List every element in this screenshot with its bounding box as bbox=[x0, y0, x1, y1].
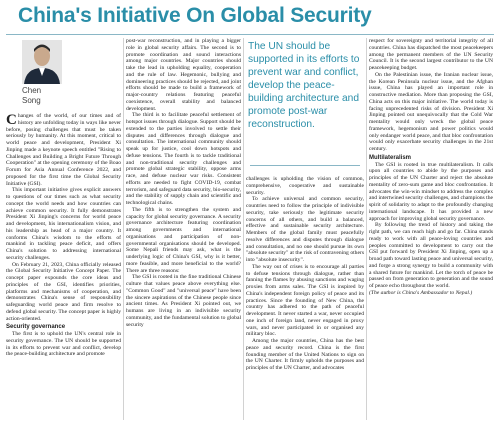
body-paragraph: The fifth is to strengthen the system and capacity for global security governance. A security governance architecture featuring coordination among governments and international organisations and participation of non-governmental organisations should be developed. Some Nepali friends may ask, what is the underlying logic of China's GSI, why is it better, more feasible, and more beneficial to the world? There are three reasons: bbox=[126, 206, 241, 274]
body-paragraph: To achieve universal and common security, countries need to follow the principle of indivisible security, take seriously the legitimate security concerns of all others, and build a balanced, effective and sustainable security architecture. Members of the global family must peacefully resolve differences and disputes through dialogue and consultation, and no one should pursue its own "absolute security" at the risk of contravening others into "absolute insecurity". bbox=[246, 196, 364, 263]
body-paragraph: The first is to uphold the UN's central role in security governance. The UN should be supported in its efforts to prevent war and conflict, develop the peace-building architecture and promote bbox=[6, 331, 121, 358]
column-divider bbox=[366, 38, 367, 420]
article-column-1 bbox=[6, 113, 121, 421]
body-paragraph: The GSI is rooted in the fine traditional Chinese culture that values peace above everything else. "Common Good" and "universal peace" have been the sincere aspirations of the Chinese people since ancient times. As President Xi pointed out, we humans are living in an indivisible security community, and the fundamental solution to global security bbox=[126, 274, 241, 328]
author-last-name: Song bbox=[22, 96, 41, 105]
body-paragraph: The GSI is rooted in true multilateralism. It calls upon all countries to abide by the purposes and principles of the UN Charter and reject the absolute mentality of zero-sum game and bloc confrontation. It advocates the win-win mindset to address the complex and intertwined security challenges, and champions the spirit of solidarity to adapt to the profoundly changing international landscape. It has provided a new approach for improving global security governance. bbox=[369, 161, 493, 222]
pull-quote: The UN should be supported in its efforts to prevent war and conflict, develop the peace-building architecture and promote post-war reconstruction. bbox=[248, 41, 360, 130]
article-column-4 bbox=[369, 38, 493, 422]
body-paragraph: Among the major countries, China has the best peace and security record. China is the first founding member of the United Nations to sign on the UN Charter. It firmly upholds the purposes and principles of the UN Charter, and advocates bbox=[246, 338, 364, 371]
headline: China's Initiative On Global Security bbox=[18, 4, 372, 27]
column-divider bbox=[243, 38, 244, 420]
pull-quote-rule bbox=[250, 165, 360, 166]
body-paragraph: This important initiative gives explicit answers to questions of our times such as what security concept the world needs and how countries can achieve common security. It fully demonstrates President Xi Jinping's concerns for world peace and development, his internationalism vision, and his leadership as head of a major country. It conforms China's wisdom to the efforts of mankind in tackling peace deficit, and offers China's solution to addressing international security challenges. bbox=[6, 187, 121, 261]
body-paragraph: The way out of crises is to encourage all parties to defuse tensions through dialogue, rather than fanning the flames by abusing sanctions and waging proxies from arms sales. The GSI is inspired by China's independent foreign policy of peace and its practices. Since the founding of New China, the country has adhered to the path of peaceful development. It never started a war, never occupied one inch of foreign land, never engaged in proxy wars, and never participated in or organised any military bloc. bbox=[246, 263, 364, 338]
body-paragraph: Changes of the world, of our times and of history are unfolding today in ways like never before, posing challenges that must be taken seriously by humanity. At this moment, critical to world peace and development, President Xi Jinping made a keynote speech entitled "Rising to Challenges and Building a Bright Future Through Cooperation" at the opening ceremony of the Boao Forum for Asia Annual Conference 2022, and proposed for the first time the Global Security Initiative (GSI). bbox=[6, 113, 121, 187]
subheading-multilateralism: Multilateralism bbox=[369, 154, 412, 161]
article-column-3 bbox=[246, 176, 364, 422]
article-column-2 bbox=[126, 38, 241, 422]
author-signature: (The author is China's Ambassador to Nepal.) bbox=[369, 289, 473, 296]
pull-quote-box bbox=[248, 40, 364, 166]
body-paragraph: challenges is upholding the vision of common, comprehensive, cooperative and sustainable security. bbox=[246, 176, 364, 196]
body-paragraph: The third is to facilitate peaceful settlement of hotspot issues through dialogue. Support should be extended to the parties involved to settle their disputes and differences through dialogue and consultation. The international community should speak up for justice, cool down hotspots and defuse tensions. The fourth is to tackle traditional and non-traditional security challenges and promote global strategic stability, oppose arms race, and defuse nuclear war risks. Consistent efforts are needed to fight COVID-19, combat terrorism, and safeguard data security, bio-security, and the stability of supply chain and scientific and technological chains. bbox=[126, 112, 241, 206]
header-divider bbox=[6, 34, 494, 35]
body-paragraph: By following the trend of history and taking the right path, we can reach high and go far. China stands ready to work with all peace-loving countries and peoples committed to development to carry out the GSI put forward by President Xi Jinping, open up a broad path toward lasting peace and universal security, and forge a strong synergy to build a community with a shared future for mankind. Let the torch of peace be passed on from generation to generation and the sound of peace echo throughout the world. bbox=[369, 222, 493, 289]
body-paragraph: On February 21, 2023, China officially released the Global Security Initiative Concept Paper. The concept paper expounds the core ideas and principles of the GSI, identifies priorities, platforms and mechanisms of cooperation, and demonstrates China's sense of responsibility safeguarding world peace and firm resolve to defend global security. The concept paper is highly action-oriented. bbox=[6, 261, 121, 322]
author-byline bbox=[22, 86, 41, 106]
subheading-security-governance: Security governance bbox=[6, 324, 66, 331]
body-paragraph: post-war reconstruction, and in playing a bigger role in global security affairs. The second is to promote coordination and sound interactions among major countries. Major countries should take the lead in upholding equality, cooperation and the rule of law. Hegemonic, bullying and domineering practices should be rejected, and joint efforts should be made to build a framework of major-country relations featuring peaceful coexistence, overall stability and balanced development. bbox=[126, 38, 241, 112]
column-divider bbox=[123, 38, 124, 420]
author-photo bbox=[22, 40, 62, 84]
author-first-name: Chen bbox=[22, 86, 42, 95]
body-paragraph: On the Palestinian issue, the Iranian nuclear issue, the Korean Peninsula nuclear issue, and the Afghan issue, China has played an important role in constructive mediation. More than proposing the GSI, China acts on this major initiative. The world today is facing unprecedented risks of division. President Xi Jinping pointed out unequivocally that the Cold War mentality would only wreck the global peace framework, hegemonism and power politics would only endanger world peace, and that bloc confrontation would only exacerbate security challenges in the 21st century. bbox=[369, 71, 493, 152]
body-paragraph: respect for sovereignty and territorial integrity of all countries. China has dispatched the most peacekeepers among the permanent members of the UN Security Council. It is the second largest contributor to the UN peacekeeping budget. bbox=[369, 38, 493, 71]
